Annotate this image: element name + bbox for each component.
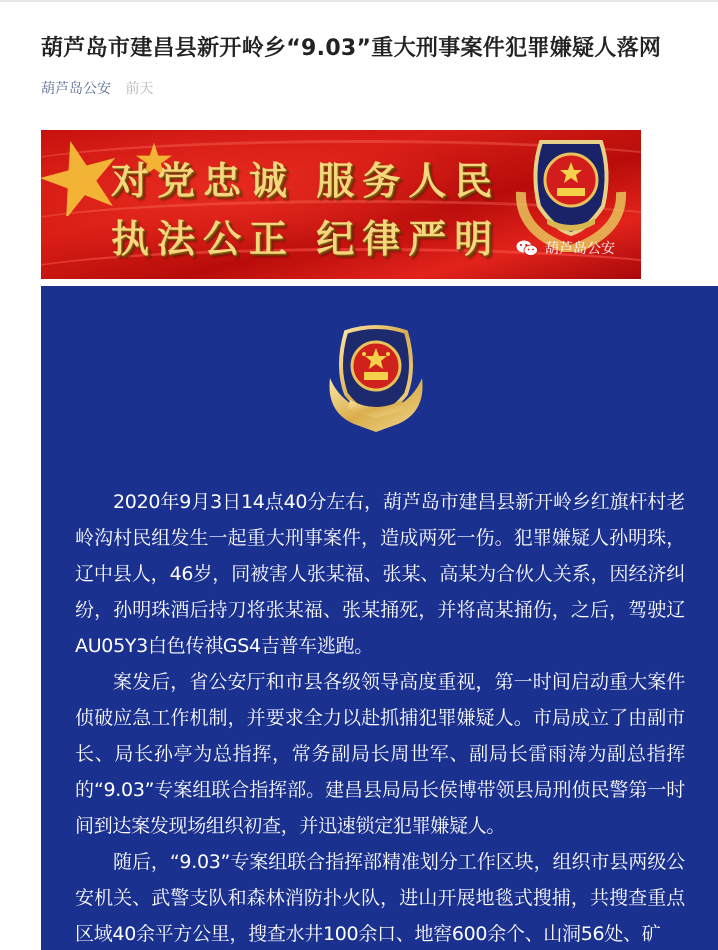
notice-panel (41, 286, 718, 950)
slogan-line-2: 执法公正 纪律严明 (111, 216, 501, 261)
slogan-banner-image (41, 130, 641, 279)
watermark-text: 葫芦岛公安 (545, 241, 615, 257)
top-divider (0, 0, 718, 2)
watermark (515, 238, 615, 258)
publish-time: 前天 (125, 81, 154, 97)
article-body (75, 484, 685, 950)
paragraph: 2020年9月3日14点40分左右，葫芦岛市建昌县新开岭乡红旗杆村老岭沟村民组发生一起重大刑事案件，造成两死一伤。犯罪嫌疑人孙明珠，辽中县人，46岁，同被害人张某福、张某、高某为合伙人关系，因经济纠纷，孙明珠酒后持刀将张某福、张某捅死，并将高某捅伤，之后，驾驶辽AU05Y3白色传祺GS4吉普车逃跑。 (75, 491, 685, 657)
article-title: 葫芦岛市建昌县新开岭乡“9.03”重大刑事案件犯罪嫌疑人落网 (41, 36, 662, 61)
author-link[interactable]: 葫芦岛公安 (41, 81, 111, 97)
paragraph: 案发后，省公安厅和市县各级领导高度重视，第一时间启动重大案件侦破应急工作机制，并要求全力以赴抓捕犯罪嫌疑人。市局成立了由副市长、局长孙亭为总指挥，常务副局长周世军、副局长雷雨涛为副总指挥的“9.03”专案组联合指挥部。建昌县局局长侯博带领县局刑侦民警第一时间到达案发现场组织初查，并迅速锁定犯罪嫌疑人。 (75, 671, 685, 837)
paragraph: 随后，“9.03”专案组联合指挥部精准划分工作区块，组织市县两级公安机关、武警支队和森林消防扑火队，进山开展地毯式搜捕，共搜查重点区域40余平方公里，搜查水井100余口、地窖600余个、山洞56处、矿 (75, 851, 685, 945)
wechat-icon (515, 239, 539, 257)
slogan-line-1: 对党忠诚 服务人民 (111, 158, 501, 203)
police-emblem-icon (511, 132, 631, 252)
star-icon (41, 138, 119, 216)
police-badge-icon (324, 320, 428, 436)
article-meta (41, 79, 153, 99)
